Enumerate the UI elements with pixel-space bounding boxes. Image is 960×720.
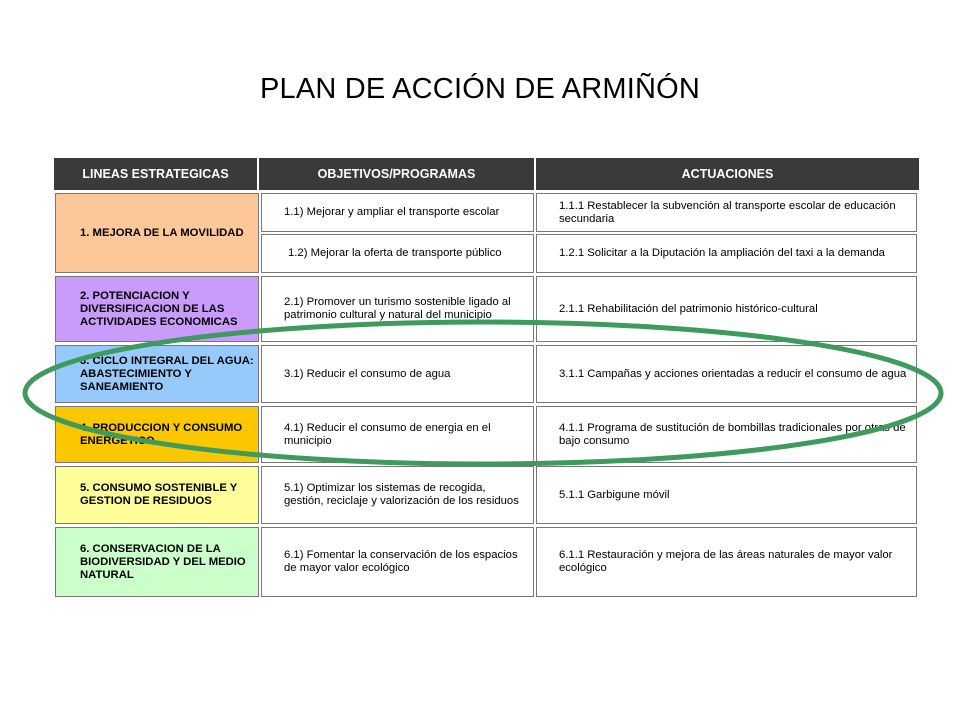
- header-lineas: LINEAS ESTRATEGICAS: [54, 158, 259, 190]
- objetivo-6-1-text: 6.1) Fomentar la conservación de los espacios de mayor valor ecológico: [284, 549, 518, 574]
- linea-5-cell: [55, 466, 259, 524]
- objetivo-6-1-cell: [261, 527, 534, 597]
- actuacion-6-1-1-text: 6.1.1 Restauración y mejora de las áreas naturales de mayor valor ecológico: [559, 549, 893, 574]
- linea-6-label: 6. CONSERVACION DE LA BIODIVERSIDAD Y DEL MEDIO NATURAL: [80, 542, 246, 581]
- objetivo-1-2-cell: [261, 234, 534, 273]
- linea-1-label: 1. MEJORA DE LA MOVILIDAD: [80, 226, 244, 239]
- page-title: PLAN DE ACCIÓN DE ARMIÑÓN: [259, 73, 701, 105]
- objetivo-3-1-cell: [261, 345, 534, 403]
- actuacion-6-1-1-cell: [536, 527, 917, 597]
- objetivo-2-1-text: 2.1) Promover un turismo sostenible ligado al patrimonio cultural y natural del municipio: [284, 296, 511, 321]
- actuacion-3-1-1-text: 3.1.1 Campañas y acciones orientadas a reducir el consumo de agua: [559, 367, 907, 380]
- header-objetivos: OBJETIVOS/PROGRAMAS: [259, 158, 536, 190]
- objetivo-5-1-text: 5.1) Optimizar los sistemas de recogida, gestión, reciclaje y valorización de los residuos: [284, 482, 519, 507]
- linea-3-label: 3. CICLO INTEGRAL DEL AGUA: ABASTECIMIENTO Y SANEAMIENTO: [80, 354, 254, 393]
- linea-3-cell: [55, 345, 259, 403]
- objetivo-3-1-text: 3.1) Reducir el consumo de agua: [284, 367, 451, 380]
- linea-4-cell: [55, 406, 259, 463]
- actuacion-5-1-1-text: 5.1.1 Garbigune móvil: [559, 488, 670, 501]
- linea-5-label: 5. CONSUMO SOSTENIBLE Y GESTION DE RESIDUOS: [80, 482, 238, 507]
- actuacion-1-2-1-cell: [536, 234, 917, 273]
- actuacion-1-1-1-text: 1.1.1 Restablecer la subvención al transporte escolar de educación secundaria: [559, 199, 896, 225]
- objetivo-1-1-cell: [261, 193, 534, 232]
- linea-2-label: 2. POTENCIACION Y DIVERSIFICACION DE LAS ACTIVIDADES ECONOMICAS: [80, 289, 238, 328]
- linea-1-cell: [55, 193, 259, 273]
- objetivo-1-1-text: 1.1) Mejorar y ampliar el transporte escolar: [284, 206, 500, 218]
- actuacion-1-1-1-cell: [536, 193, 917, 232]
- objetivo-4-1-text: 4.1) Reducir el consumo de energia en el municipio: [284, 421, 491, 447]
- actuacion-2-1-1-cell: [536, 276, 917, 342]
- objetivo-1-2-text: 1.2) Mejorar la oferta de transporte público: [288, 247, 502, 259]
- linea-2-cell: [55, 276, 259, 342]
- actuacion-1-2-1-text: 1.2.1 Solicitar a la Diputación la ampliación del taxi a la demanda: [559, 247, 885, 259]
- objetivo-2-1-cell: [261, 276, 534, 342]
- objetivo-4-1-cell: [261, 406, 534, 463]
- actuacion-4-1-1-cell: [536, 406, 917, 463]
- header-actuaciones: ACTUACIONES: [681, 167, 774, 181]
- table-header: [54, 158, 919, 190]
- actuacion-3-1-1-cell: [536, 345, 917, 403]
- actuacion-5-1-1-cell: [536, 466, 917, 524]
- actuacion-2-1-1-text: 2.1.1 Rehabilitación del patrimonio histórico-cultural: [559, 302, 818, 315]
- linea-6-cell: [55, 527, 259, 597]
- actuacion-4-1-1-text: 4.1.1 Programa de sustitución de bombillas tradicionales por otras de bajo consumo: [559, 421, 906, 447]
- linea-4-label: 4. PRODUCCION Y CONSUMO ENERGETICO: [80, 421, 243, 447]
- objetivo-5-1-cell: [261, 466, 534, 524]
